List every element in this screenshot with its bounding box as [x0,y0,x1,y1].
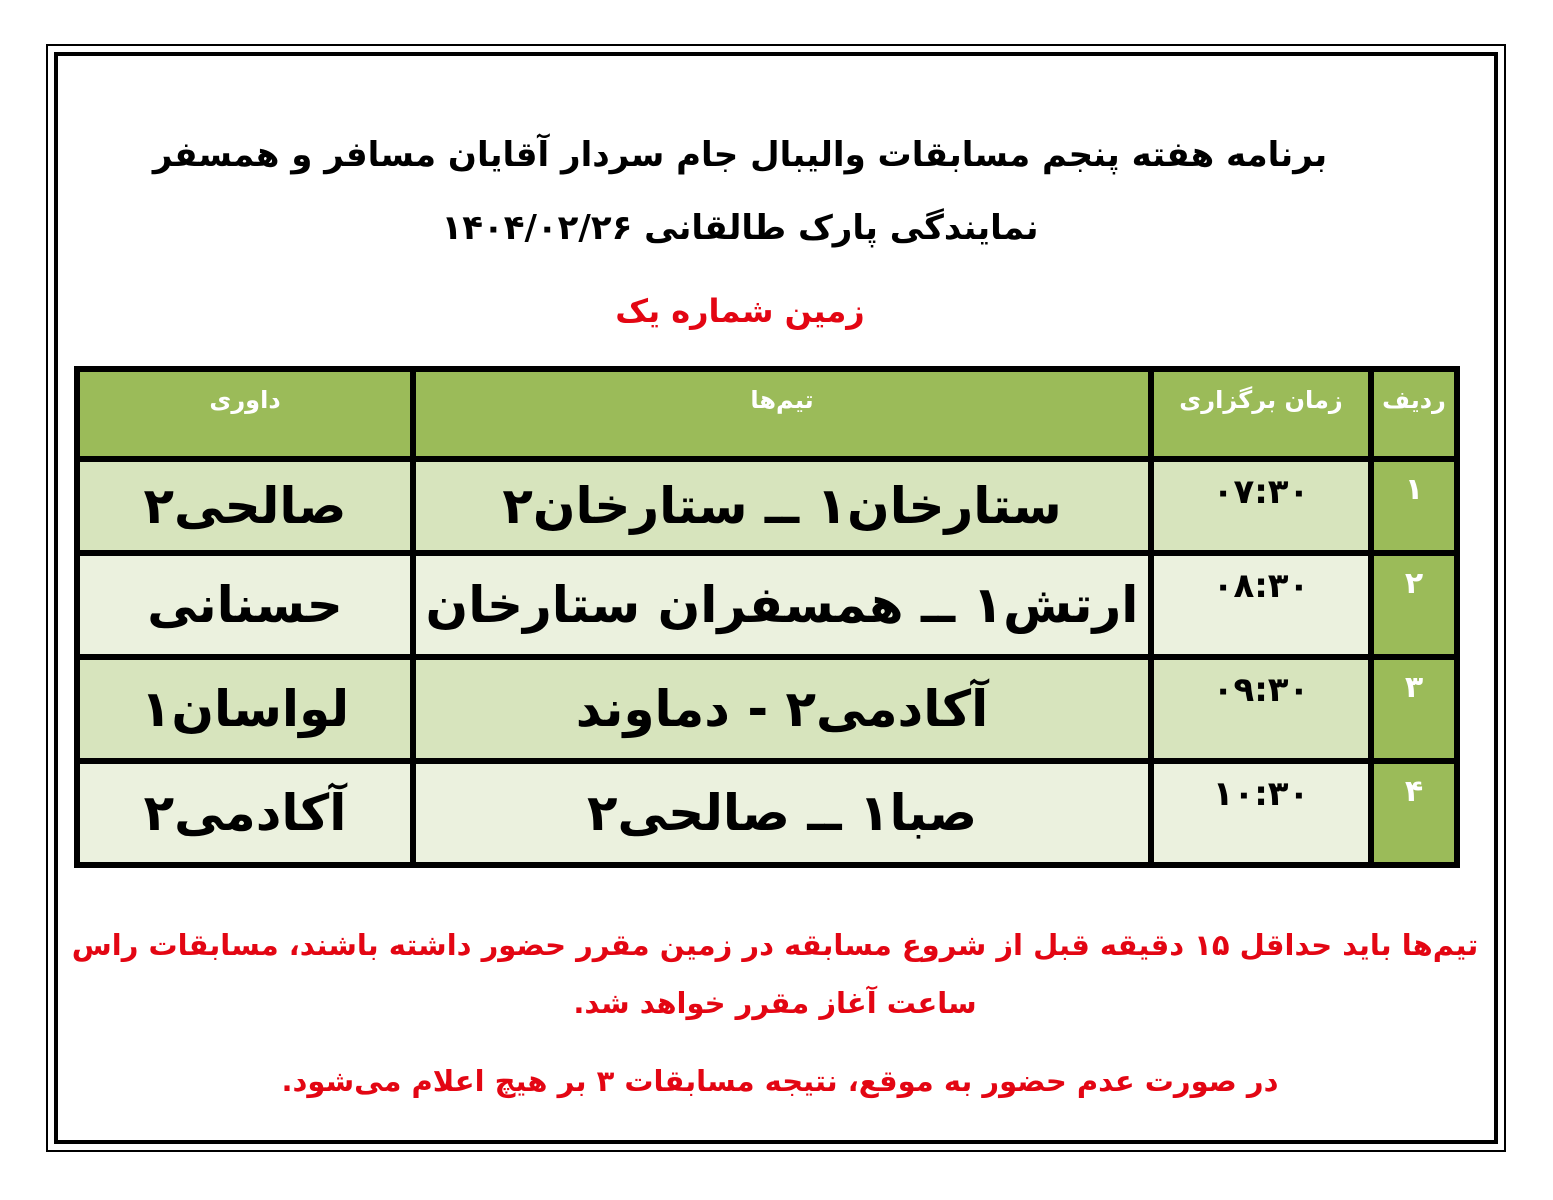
header-teams: تیم‌ها [416,372,1148,456]
row-referee: صالحی۲ [80,462,410,550]
row-teams: آکادمی۲ - دماوند [416,660,1148,758]
header-row-number: ردیف [1374,372,1454,456]
row-teams: ستارخان۱ ــ ستارخان۲ [416,462,1148,550]
page-subtitle: نمایندگی پارک طالقانی ۱۴۰۴/۰۲/۲۶ [441,208,1039,248]
row-time: ۰۸:۳۰ [1154,556,1368,654]
table-row [80,660,1454,758]
attendance-note-continued: ساعت آغاز مقرر خواهد شد. [573,986,977,1020]
header-referee: داوری [80,372,410,456]
row-time: ۱۰:۳۰ [1154,764,1368,862]
row-teams: صبا۱ ــ صالحی۲ [416,764,1148,862]
table-row [80,764,1454,862]
row-referee: آکادمی۲ [80,764,410,862]
row-referee: لواسان۱ [80,660,410,758]
row-time: ۰۷:۳۰ [1154,462,1368,550]
row-number: ۱ [1374,462,1454,550]
page-title: برنامه هفته پنجم مسابقات والیبال جام سردار آقایان مسافر و همسفر [152,135,1328,175]
row-referee: حسنانی [80,556,410,654]
court-label: زمین شماره یک [615,292,865,330]
attendance-note: تیم‌ها باید حداقل ۱۵ دقیقه قبل از شروع مسابقه در زمین مقرر حضور داشته باشند، مسابقات راس [71,928,1479,962]
table-row [80,556,1454,654]
row-number: ۲ [1374,556,1454,654]
table-row [80,462,1454,550]
table-header-row [80,372,1454,456]
schedule-table [74,366,1460,868]
row-teams: ارتش۱ ــ همسفران ستارخان [416,556,1148,654]
header-time: زمان برگزاری [1154,372,1368,456]
forfeit-note: در صورت عدم حضور به موقع، نتیجه مسابقات ۳ بر هیچ اعلام می‌شود. [281,1064,1279,1098]
row-number: ۴ [1374,764,1454,862]
row-number: ۳ [1374,660,1454,758]
row-time: ۰۹:۳۰ [1154,660,1368,758]
